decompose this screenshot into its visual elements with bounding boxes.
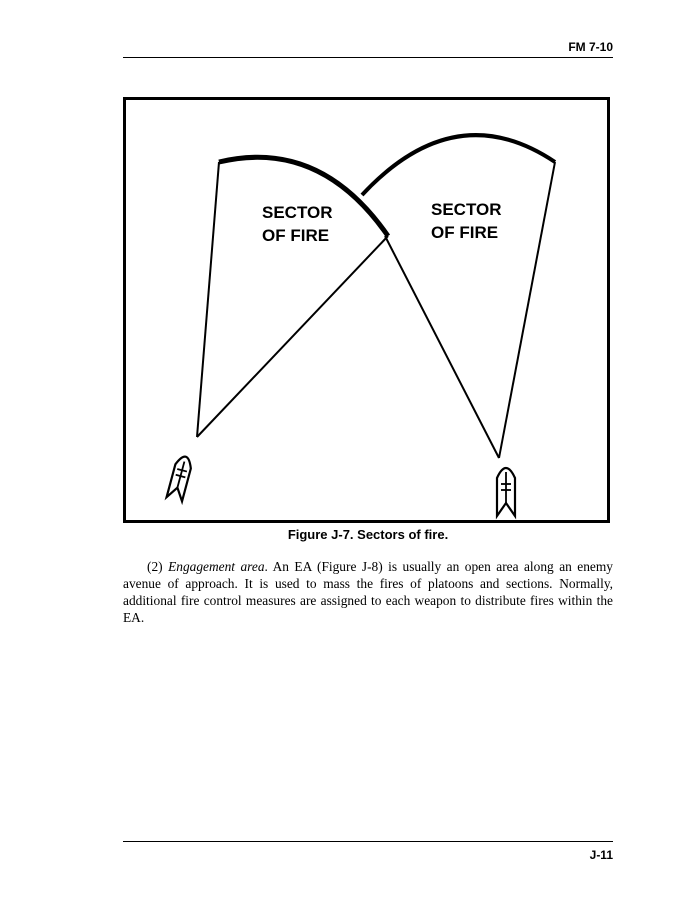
right-sector-label-line2: OF FIRE [431,223,499,242]
document-number: FM 7-10 [568,40,613,54]
right-weapon-icon [497,468,515,516]
term: Engagement area [168,559,265,574]
right-sector-label-line1: SECTOR [431,200,502,219]
paragraph-text: . An EA (Figure J-8) is usually an open area along an enemy avenue of approach. It is used to mass the fires of platoons and sections. Normally, additional fire control measures are assigned to each weapon to distribute fires within the EA. [123,559,613,625]
left-sector [197,157,388,437]
left-sector-label-line1: SECTOR [262,203,333,222]
footer-rule [123,841,613,842]
figure-caption: Figure J-7. Sectors of fire. [287,527,449,542]
left-weapon-icon [167,455,194,502]
item-number: (2) [147,559,163,574]
body-paragraph [123,558,613,626]
right-sector [362,135,555,458]
page-number: J-11 [589,848,613,862]
left-sector-label-line2: OF FIRE [262,226,330,245]
